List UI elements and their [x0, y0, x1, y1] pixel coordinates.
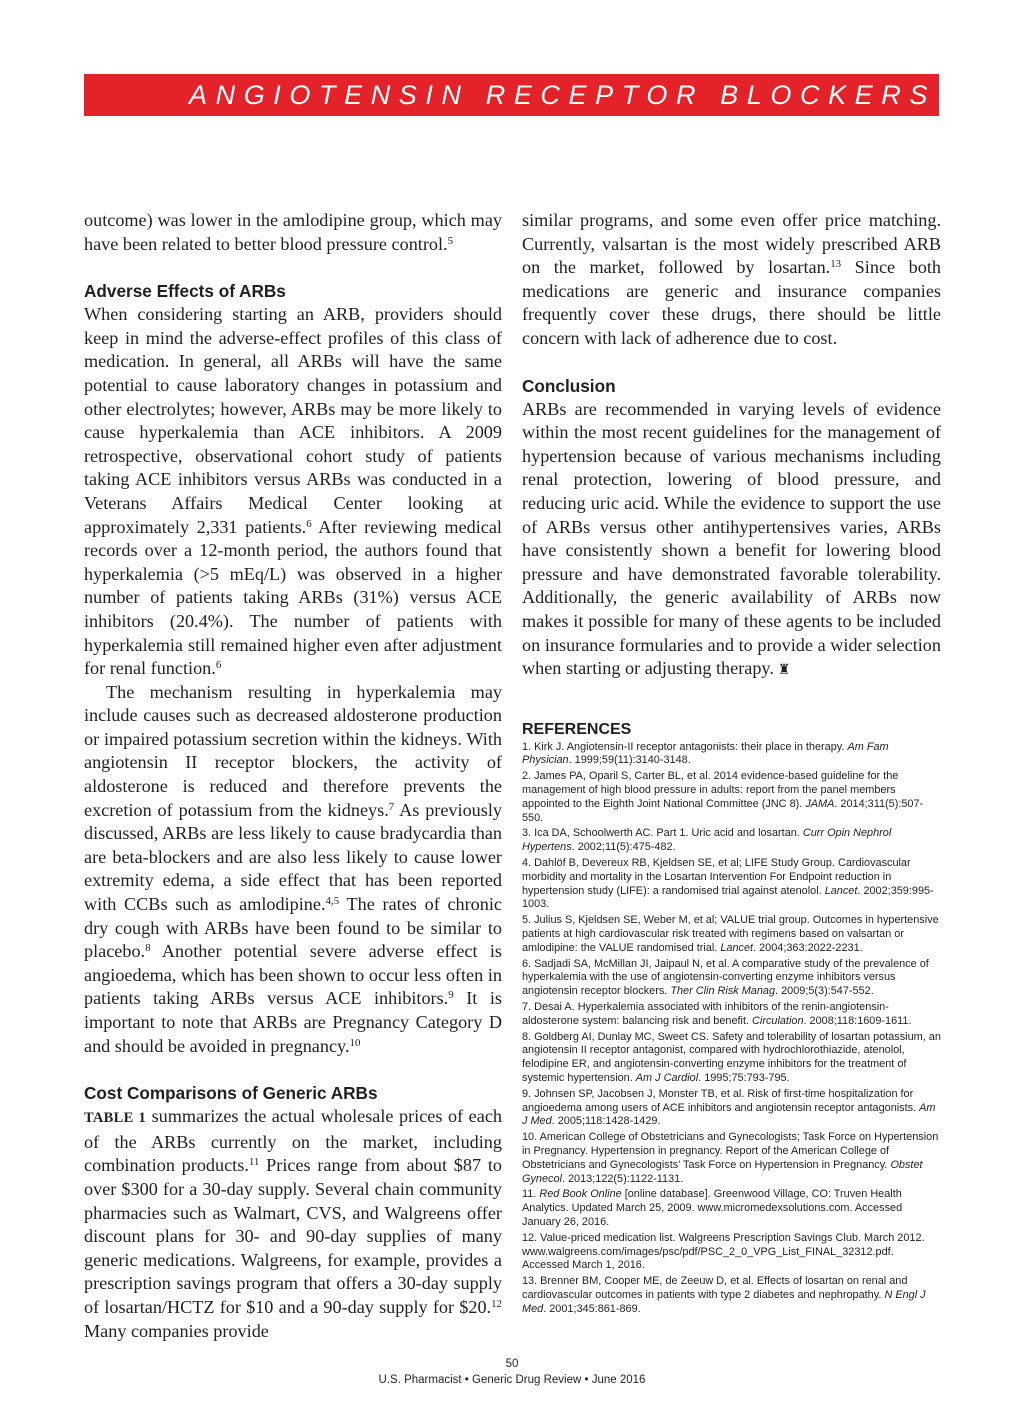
references-list	[522, 741, 941, 1317]
reference-item: 4. Dahlöf B, Devereux RB, Kjeldsen SE, et al; LIFE Study Group. Cardiovascular morbidity and mortality in the Losartan Intervention For Endpoint reduction in hypertension study (LIFE): a randomised trial against atenolol. Lancet. 2002;359:995-1003.	[522, 857, 934, 911]
reference-item: 9. Johnsen SP, Jacobsen J, Monster TB, et al. Risk of first-time hospitalization for angioedema among users of ACE inhibitors and angiotensin receptor antagonists. Am J Med. 2005;118:1428-1429.	[522, 1087, 936, 1128]
adverse-effects-paragraph-1: When considering starting an ARB, providers should keep in mind the adverse-effect profiles of this class of medication. In general, all ARBs will have the same potential to cause laboratory changes in potassium and other electrolytes; however, ARBs may be more likely to cause hyperkalemia than ACE inhibitors. A 2009 retrospective, observational cohort study of patients taking ACE inhibitors versus ARBs was conducted in a Veterans Affairs Medical Center looking at approximately 2,331 patients.$^6$ After reviewing medical records over a 12-month period, the authors found that hyperkalemia (>5 mEq/L) was observed in a higher number of patients taking ARBs (31%) versus ACE inhibitors (20.4%). The number of patients with hyperkalemia still remained higher even after adjustment for renal function.$^6$	[84, 304, 502, 679]
cost-comparisons-paragraph: TABLE 1 summarizes the actual wholesale prices of each of the ARBs currently on the market, including combination products.$^{11}$ Prices range from about $87 to over $300 for a 30-day supply. Several chain community pharmacies such as Walmart, CVS, and Walgreens offer discount plans for 30- and 90-day supplies of many generic medications. Walgreens, for example, provides a prescription savings program that offers a 30-day supply of losartan/HCTZ for $10 and a 90-day supply for $20.12 Many companies provide	[84, 1106, 502, 1341]
reference-item: 3. Ica DA, Schoolwerth AC. Part 1. Uric acid and losartan. Curr Opin Nephrol Hypertens. 2002;11(5):475-482.	[522, 827, 892, 854]
end-of-article-icon: ♜	[777, 663, 791, 679]
reference-item: 12. Value-priced medication list. Walgreens Prescription Savings Club. March 2012. www.walgreens.com/images/psc/pdf/PSC_2_0_VPG_List_FINAL_32312.pdf. Accessed March 1, 2016.	[522, 1231, 925, 1272]
reference-item: 6. Sadjadi SA, McMillan JI, Jaipaul N, et al. A comparative study of the prevalence of hyperkalemia with the use of angiotensin-converting enzyme inhibitors versus angiotensin receptor blockers. Ther Clin Risk Manag. 2009;5(3):547-552.	[522, 957, 929, 998]
banner-title: ANGIOTENSIN RECEPTOR BLOCKERS	[189, 80, 937, 110]
reference-item: 11. Red Book Online [online database]. Greenwood Village, CO: Truven Health Analytics. Updated March 25, 2009. www.micromedexsolutions.com. Accessed January 26, 2016.	[522, 1188, 903, 1228]
citation: 10	[349, 1036, 361, 1049]
section-banner	[84, 74, 939, 116]
citation: 11	[248, 1156, 260, 1169]
citation: 8	[145, 942, 151, 955]
citation: 6	[306, 517, 312, 530]
conclusion-heading: Conclusion	[522, 375, 616, 396]
left-column	[84, 209, 502, 1343]
table-reference: TABLE 1	[84, 1110, 147, 1127]
citation: 12	[491, 1297, 502, 1310]
reference-item: 13. Brenner BM, Cooper ME, de Zeeuw D, et al. Effects of losartan on renal and cardiovascular outcomes in patients with type 2 diabetes and nephropathy. N Engl J Med. 2001;345:861-869.	[522, 1275, 926, 1315]
intro-paragraph: outcome) was lower in the amlodipine group, which may have been related to better blood pressure control.$^5$	[84, 210, 502, 254]
citation: 5	[447, 234, 454, 247]
reference-item: 10. American College of Obstetricians and Gynecologists; Task Force on Hypertension in Pregnancy. Hypertension in pregnancy. Report of the American College of Obstetricians and Gynecologists’ Task Force on Hypertension in Pregnancy. Obstet Gynecol. 2013;122(5):1122-1131.	[522, 1131, 939, 1185]
citation: 9	[448, 989, 454, 1002]
reference-item: 8. Goldberg AI, Dunlay MC, Sweet CS. Safety and tolerability of losartan potassium, an angiotensin II receptor antagonist, compared with hydrochlorothiazide, atenolol, felodipine ER, and angiotensin-converting enzyme inhibitors for the treatment of systemic hypertension. Am J Cardiol. 1995;75:793-795.	[522, 1030, 941, 1085]
reference-item: 2. James PA, Oparil S, Carter BL, et al. 2014 evidence-based guideline for the management of high blood pressure in adults: report from the panel members appointed to the Eighth Joint National Committee (JNC 8). JAMA. 2014;311(5):507-550.	[522, 770, 924, 824]
adverse-effects-heading: Adverse Effects of ARBs	[84, 281, 286, 302]
reference-item: 1. Kirk J. Angiotensin-II receptor antagonists: their place in therapy. Am Fam Physician. 1999;59(11):3140-3148.	[522, 740, 889, 767]
adverse-effects-paragraph-2: The mechanism resulting in hyperkalemia may include causes such as decreased aldosterone production or impaired potassium secretion within the kidneys. With angiotensin II receptor blockers, the activity of aldosterone is reduced and therefore prevents the excretion of potassium from the kidneys.$^7$ As previously discussed, ARBs are less likely to cause bradycardia than are beta-blockers and are also less likely to cause lower extremity edema, a side effect that has been reported with CCBs such as amlodipine.$^{4,5}$ The rates of chronic dry cough with ARBs have been found to be similar to placebo.$^8$ Another potential severe adverse effect is angioedema, which has been shown to occur less often in patients taking ARBs versus ACE inhibitors.$^9$ It is important to note that ARBs are Pregnancy Category D and should be avoided in pregnancy.$^{10}$	[84, 681, 502, 1056]
cost-comparisons-heading: Cost Comparisons of Generic ARBs	[84, 1083, 378, 1104]
citation: 6	[215, 659, 222, 672]
page-number: 50	[505, 1358, 519, 1370]
citation: 7	[388, 800, 395, 813]
continued-paragraph: similar programs, and some even offer price matching. Currently, valsartan is the most widely prescribed ARB on the market, followed by losartan.$^{13}$ Since both medications are generic and insurance companies frequently cover these drugs, there should be little concern with lack of adherence due to cost.	[522, 210, 941, 348]
reference-item: 5. Julius S, Kjeldsen SE, Weber M, et al; VALUE trial group. Outcomes in hypertensive patients at high cardiovascular risk treated with regimens based on valsartan or amlodipine: the VALUE randomised trial. Lancet. 2004;363:2022-2231.	[522, 914, 939, 954]
references-heading: REFERENCES	[522, 720, 632, 738]
right-column	[522, 209, 941, 1319]
reference-item: 7. Desai A. Hyperkalemia associated with inhibitors of the renin-angiotensin-aldosterone system: balancing risk and benefit. Circulation. 2008;118:1609-1611.	[522, 1001, 912, 1027]
conclusion-paragraph: ARBs are recommended in varying levels of evidence within the most recent guidelines for the management of hypertension because of various mechanisms including renal protection, lowering of blood pressure, and reducing uric acid. While the evidence to support the use of ARBs versus other antihypertensives varies, ARBs have consistently shown a benefit for lowering blood pressure and have demonstrated favorable tolerability. Additionally, the generic availability of ARBs now makes it possible for many of these agents to be included on insurance formularies and to provide a wider selection when starting or adjusting therapy. ♜	[522, 398, 941, 683]
citation: 4,5	[325, 895, 340, 908]
citation: 13	[830, 258, 842, 271]
publication-footer: U.S. Pharmacist • Generic Drug Review • June 2016	[378, 1374, 646, 1386]
